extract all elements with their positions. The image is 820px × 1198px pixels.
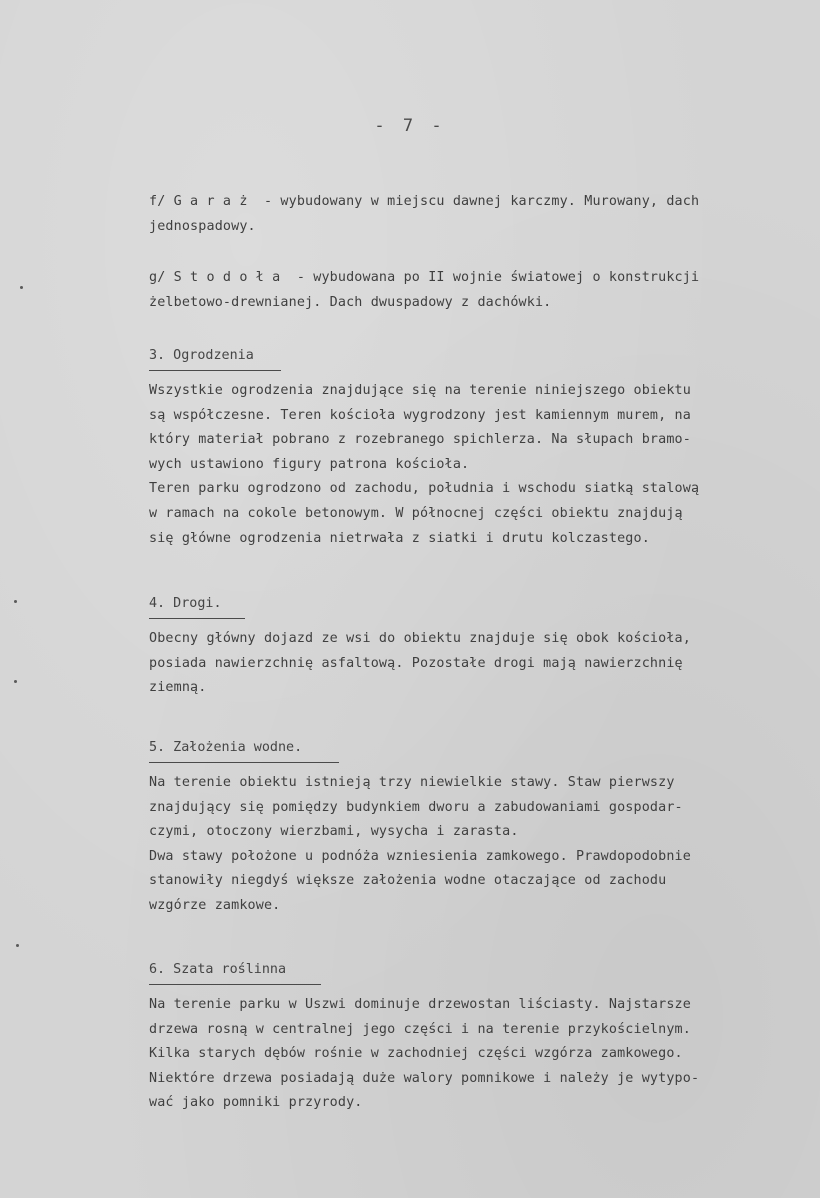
section-heading	[149, 959, 321, 985]
margin-speck	[16, 944, 19, 947]
section-drogi	[149, 592, 809, 701]
text-line: wzgórze zamkowe.	[149, 897, 281, 913]
text-line: Na terenie parku w Uszwi dominuje drzewostan liściasty. Najstarsze	[149, 997, 691, 1012]
text-line: Wszystkie ogrodzenia znajdujące się na terenie niniejszego obiektu	[149, 383, 691, 398]
text-line: się główne ogrodzenia nietrwała z siatki i drutu kolczastego.	[149, 530, 650, 546]
item-garaz	[149, 190, 809, 239]
text-line: Dwa stawy położone u podnóża wzniesienia zamkowego. Prawdopodobnie	[149, 848, 691, 864]
text-line: Obecny główny dojazd ze wsi do obiektu znajduje się obok kościoła,	[149, 631, 691, 646]
text-line: żelbetowo-drewnianej. Dach dwuspadowy z dachówki.	[149, 294, 552, 310]
text-line: Teren parku ogrodzono od zachodu, południa i wschodu siatką stalową	[149, 481, 700, 497]
text-line: Kilka starych dębów rośnie w zachodniej części wzgórza zamkowego.	[149, 1046, 683, 1062]
text-line: który materiał pobrano z rozebranego spichlerza. Na słupach bramo-	[149, 432, 691, 448]
text-line: w ramach na cokole betonowym. W północnej części obiektu znajdują	[149, 505, 683, 521]
text-line: posiada nawierzchnię asfaltową. Pozostałe drogi mają nawierzchnię	[149, 655, 683, 671]
margin-speck	[14, 680, 17, 683]
section-heading	[149, 593, 245, 619]
text-line: jednospadowy.	[149, 218, 256, 234]
text-line: są współczesne. Teren kościoła wygrodzony jest kamiennym murem, na	[149, 407, 691, 423]
text-line: stanowiły niegdyś większe założenia wodne otaczające od zachodu	[149, 873, 667, 889]
item-stodola	[149, 266, 809, 315]
heading-underline	[149, 370, 281, 371]
section-ogrodzenia	[149, 344, 809, 551]
section-body	[149, 771, 809, 919]
text-line: f/ G a r a ż - wybudowany w miejscu dawnej karczmy. Murowany, dach	[149, 194, 700, 209]
text-line: czymi, otoczony wierzbami, wysycha i zarasta.	[149, 824, 519, 840]
text-line: drzewa rosną w centralnej jego części i na terenie przykościelnym.	[149, 1021, 691, 1037]
section-szata-roslinna	[149, 958, 809, 1116]
text-line: wać jako pomniki przyrody.	[149, 1095, 363, 1111]
section-heading-text: 4. Drogi.	[149, 596, 222, 611]
page-number: - 7 -	[374, 116, 446, 136]
text-line: ziemną.	[149, 680, 207, 696]
text-line: Niektóre drzewa posiadają duże walory pomnikowe i należy je wytypo-	[149, 1070, 700, 1086]
section-heading-text: 6. Szata roślinna	[149, 962, 287, 977]
text-line: Na terenie obiektu istnieją trzy niewielkie stawy. Staw pierwszy	[149, 775, 675, 790]
section-body	[149, 993, 809, 1116]
heading-underline	[149, 762, 339, 763]
text-line: wych ustawiono figury patrona kościoła.	[149, 456, 470, 472]
text-line: g/ S t o d o ł a - wybudowana po II wojnie światowej o konstrukcji	[149, 270, 700, 285]
heading-underline	[149, 618, 245, 619]
section-heading	[149, 737, 339, 763]
margin-speck	[20, 286, 23, 289]
text-line: znajdujący się pomiędzy budynkiem dworu a zabudowaniami gospodar-	[149, 799, 683, 815]
section-heading	[149, 345, 281, 371]
section-body	[149, 627, 809, 701]
section-heading-text: 5. Założenia wodne.	[149, 740, 303, 755]
margin-speck	[14, 600, 17, 603]
section-body	[149, 379, 809, 551]
section-zalozenia-wodne	[149, 736, 809, 919]
section-heading-text: 3. Ogrodzenia	[149, 348, 254, 363]
heading-underline	[149, 984, 321, 985]
